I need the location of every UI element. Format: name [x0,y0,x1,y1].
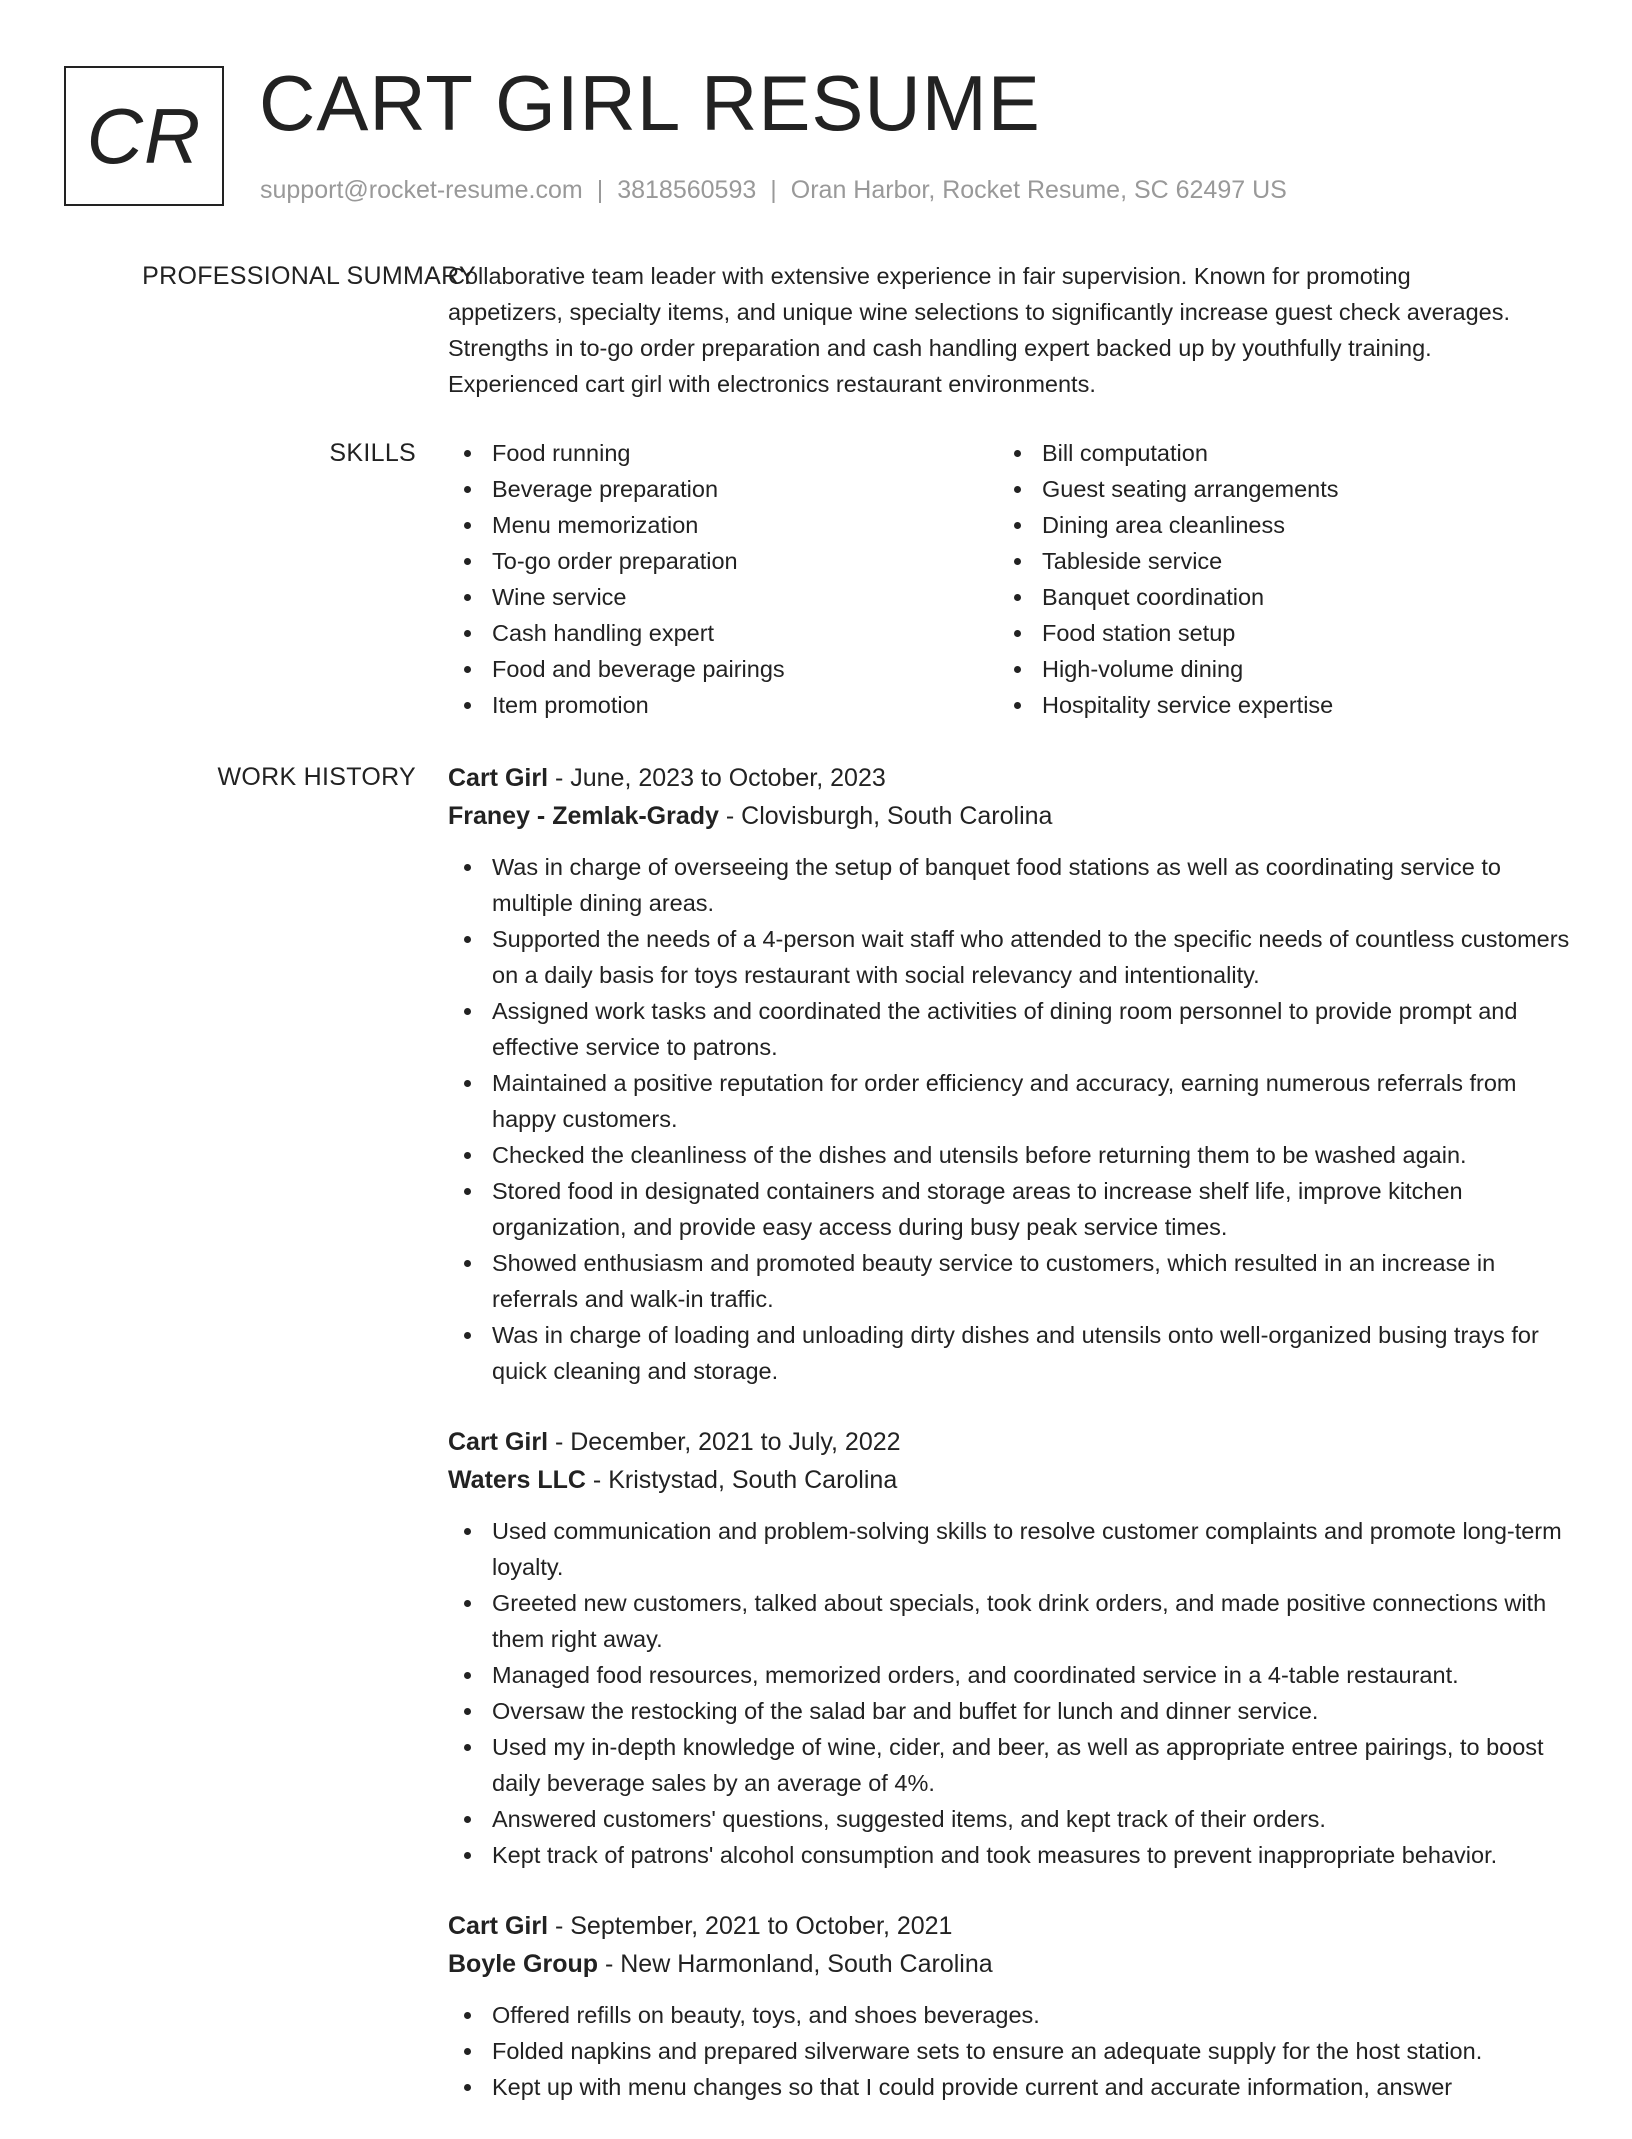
job-dates: - June, 2023 to October, 2023 [548,764,886,792]
skill-item: Tableside service [998,543,1548,579]
skill-item: Food station setup [998,615,1548,651]
job-bullet: Offered refills on beauty, toys, and shoes beverages. [448,1997,1570,2033]
company-location: - Kristystad, South Carolina [585,1466,898,1494]
monogram-logo: CR [64,66,224,206]
email[interactable]: support@rocket-resume.com [260,176,583,204]
job-entry [448,1423,1570,1873]
skill-item: Banquet coordination [998,579,1548,615]
skills-list-right [998,435,1548,723]
job-bullet: Was in charge of loading and unloading dirty dishes and utensils onto well-organized busing trays for quick cleaning and storage. [448,1317,1570,1389]
job-bullet: Folded napkins and prepared silverware sets to ensure an adequate supply for the host station. [448,2033,1570,2069]
company-name: Boyle Group [448,1950,599,1978]
skill-item: Cash handling expert [448,615,998,651]
address: Oran Harbor, Rocket Resume, SC 62497 US [790,176,1287,204]
company-name: Waters LLC [448,1466,586,1494]
job-entry [448,1907,1570,2105]
separator: | [770,176,777,204]
job-bullets [448,1513,1570,1873]
job-title: Cart Girl [448,1912,549,1940]
job-bullet: Supported the needs of a 4-person wait staff who attended to the specific needs of countless customers on a daily basis for toys restaurant with social relevancy and intentionality. [448,921,1570,993]
skill-item: To-go order preparation [448,543,998,579]
job-bullet: Checked the cleanliness of the dishes and utensils before returning them to be washed again. [448,1137,1570,1173]
job-bullet: Showed enthusiasm and promoted beauty service to customers, which resulted in an increase in referrals and walk-in traffic. [448,1245,1570,1317]
work-history-heading: WORK HISTORY [217,763,416,791]
skill-item: Beverage preparation [448,471,998,507]
skill-item: Food running [448,435,998,471]
skill-item: Guest seating arrangements [998,471,1548,507]
job-company-line [448,1945,1570,1983]
job-title: Cart Girl [448,764,549,792]
job-bullet: Assigned work tasks and coordinated the activities of dining room personnel to provide prompt and effective service to patrons. [448,993,1570,1065]
job-company-line [448,1461,1570,1499]
summary-text: Collaborative team leader with extensive experience in fair supervision. Known for promoting appetizers, specialty items, and unique wine selections to significantly increase guest check averages. Strengths in to-go order preparation and cash handling expert backed up by youthfully training. Experienced cart girl with electronics restaurant environments. [448,263,1510,397]
job-bullets [448,1997,1570,2105]
job-bullet: Managed food resources, memorized orders, and coordinated service in a 4-table restaurant. [448,1657,1570,1693]
job-title-line [448,1907,1570,1945]
skills-list-left [448,435,998,723]
summary-body [448,258,1528,402]
job-bullet: Stored food in designated containers and storage areas to increase shelf life, improve kitchen organization, and provide easy access during busy peak service times. [448,1173,1570,1245]
phone[interactable]: 3818560593 [617,176,757,204]
job-dates: - September, 2021 to October, 2021 [548,1912,953,1940]
summary-heading: PROFESSIONAL SUMMARY [142,262,476,290]
skill-item: Dining area cleanliness [998,507,1548,543]
work-history-body [448,759,1570,2139]
job-bullet: Oversaw the restocking of the salad bar and buffet for lunch and dinner service. [448,1693,1570,1729]
job-bullet: Kept track of patrons' alcohol consumption and took measures to prevent inappropriate behavior. [448,1837,1570,1873]
skills-columns [448,435,1570,723]
skills-heading: SKILLS [329,439,416,467]
company-location: - New Harmonland, South Carolina [598,1950,993,1978]
skill-item: Menu memorization [448,507,998,543]
job-title-line [448,1423,1570,1461]
company-name: Franey - Zemlak-Grady [448,802,719,830]
job-company-line [448,797,1570,835]
job-bullet: Was in charge of overseeing the setup of banquet food stations as well as coordinating service to multiple dining areas. [448,849,1570,921]
skills-body [448,435,1570,723]
skill-item: Bill computation [998,435,1548,471]
job-dates: - December, 2021 to July, 2022 [548,1428,901,1456]
contact-line [260,176,1287,205]
job-bullets [448,849,1570,1389]
skill-item: Item promotion [448,687,998,723]
job-bullet: Greeted new customers, talked about specials, took drink orders, and made positive connections with them right away. [448,1585,1570,1657]
job-title-line [448,759,1570,797]
separator: | [596,176,604,204]
skill-item: Wine service [448,579,998,615]
job-title: Cart Girl [448,1428,549,1456]
job-bullet: Kept up with menu changes so that I could provide current and accurate information, answer [448,2069,1570,2105]
skill-item: Food and beverage pairings [448,651,998,687]
job-bullet: Maintained a positive reputation for order efficiency and accuracy, earning numerous referrals from happy customers. [448,1065,1570,1137]
company-location: - Clovisburgh, South Carolina [718,802,1053,830]
resume-title: CART GIRL RESUME [259,59,1041,147]
skill-item: High-volume dining [998,651,1548,687]
job-entry [448,759,1570,1389]
skill-item: Hospitality service expertise [998,687,1548,723]
job-bullet: Used communication and problem-solving skills to resolve customer complaints and promote long-term loyalty. [448,1513,1570,1585]
job-bullet: Answered customers' questions, suggested items, and kept track of their orders. [448,1801,1570,1837]
job-bullet: Used my in-depth knowledge of wine, cider, and beer, as well as appropriate entree pairings, to boost daily beverage sales by an average of 4%. [448,1729,1570,1801]
